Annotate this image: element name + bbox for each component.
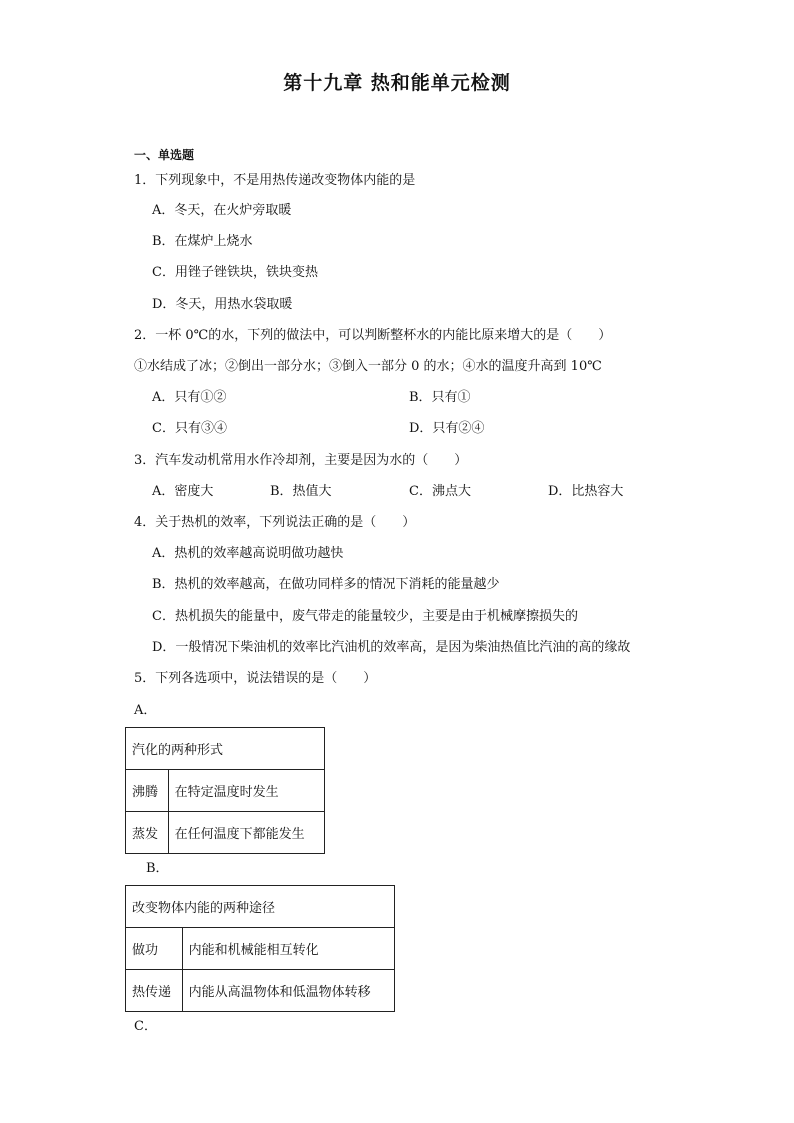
question-3-option-c: C．沸点大 [409,484,471,499]
question-5-option-c-label: C． [134,1019,157,1034]
question-1-option-d: D．冬天，用热水袋取暖 [152,297,293,312]
question-3-stem: 3．汽车发动机常用水作冷却剂，主要是因为水的（ ） [134,453,468,468]
table-b-header: 改变物体内能的两种途径 [126,886,395,928]
table-cell: 沸腾 [126,770,169,812]
question-3-option-d: D．比热容大 [548,484,624,499]
question-4-option-c: C．热机损失的能量中，废气带走的能量较少，主要是由于机械摩擦损失的 [152,609,578,624]
question-4-stem: 4．关于热机的效率，下列说法正确的是（ ） [134,515,416,530]
question-2-option-b: B．只有① [409,390,471,405]
table-row [126,770,325,812]
table-row [126,812,325,854]
table-cell: 在特定温度时发生 [168,770,324,812]
question-3-option-b: B．热值大 [270,484,332,499]
section-heading: 一、单选题 [134,148,195,162]
table-cell: 做功 [126,928,183,970]
question-1-option-c: C．用锉子锉铁块，铁块变热 [152,265,318,280]
table-cell: 蒸发 [126,812,169,854]
internal-energy-table [125,885,395,1012]
table-cell: 内能从高温物体和低温物体转移 [182,970,394,1012]
table-a-header: 汽化的两种形式 [126,728,325,770]
question-4-option-b: B．热机的效率越高，在做功同样多的情况下消耗的能量越少 [152,577,500,592]
question-2-option-d: D．只有②④ [409,421,485,436]
table-cell: 在任何温度下都能发生 [168,812,324,854]
table-row [126,970,395,1012]
question-5-option-b-label: B． [146,861,169,876]
question-2-option-c: C．只有③④ [152,421,227,436]
question-5-option-a-label: A． [134,703,157,718]
question-3-option-a: A．密度大 [152,484,214,499]
question-1-option-b: B．在煤炉上烧水 [152,234,253,249]
question-2-option-a: A．只有①② [152,390,227,405]
question-4-option-a: A．热机的效率越高说明做功越快 [152,546,344,561]
table-cell: 热传递 [126,970,183,1012]
vaporization-table [125,727,325,854]
question-5-stem: 5．下列各选项中，说法错误的是（ ） [134,671,377,686]
table-row [126,928,395,970]
question-2-items: ①水结成了冰；②倒出一部分水；③倒入一部分 0 的水；④水的温度升高到 10℃ [134,359,602,374]
question-2-stem: 2．一杯 0℃的水，下列的做法中，可以判断整杯水的内能比原来增大的是（ ） [134,328,612,343]
question-1-stem: 1．下列现象中，不是用热传递改变物体内能的是 [134,173,416,188]
question-4-option-d: D．一般情况下柴油机的效率比汽油机的效率高，是因为柴油热值比汽油的高的缘故 [152,640,631,655]
question-1-option-a: A．冬天，在火炉旁取暖 [152,203,292,218]
page-title: 第十九章 热和能单元检测 [283,72,511,94]
table-cell: 内能和机械能相互转化 [182,928,394,970]
